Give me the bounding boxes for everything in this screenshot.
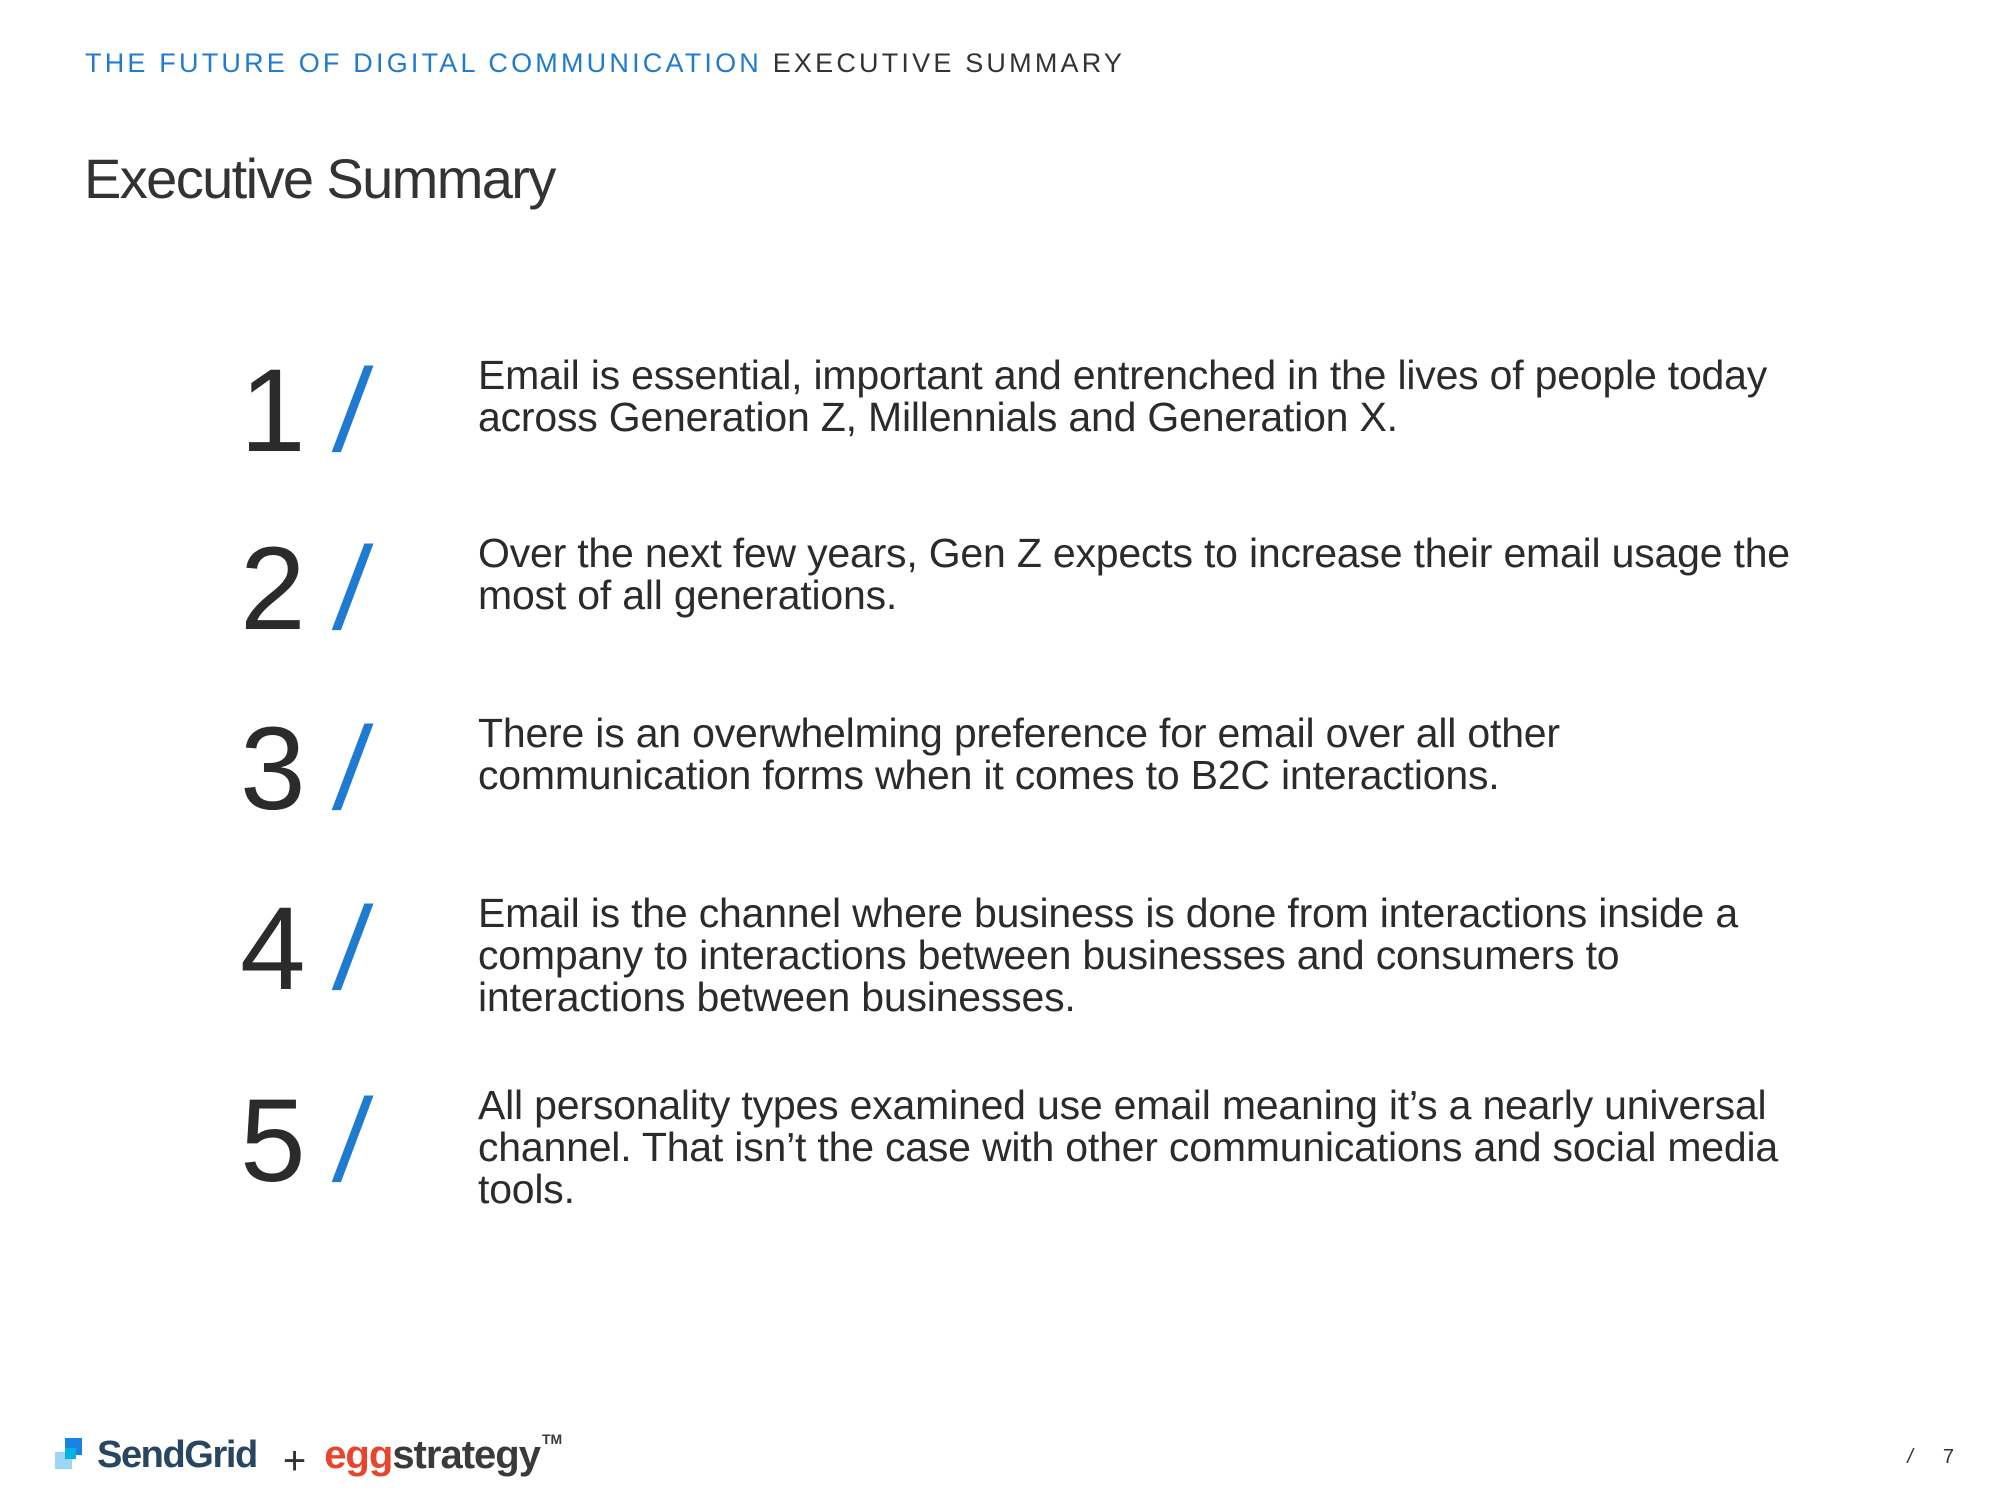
header-section-title: EXECUTIVE SUMMARY [772,48,1126,78]
item-slash: / [329,883,376,1015]
eggstrategy-logo-strategy: strategy [392,1432,540,1477]
item-slash: / [329,523,376,655]
item-slash: / [329,1075,376,1207]
item-number: 5 [240,1075,304,1207]
running-header [85,48,1125,79]
page-title: Executive Summary [84,147,555,210]
sendgrid-logo-text: SendGrid [97,1433,257,1476]
partner-logos [55,1425,562,1485]
item-number: 1 [240,345,304,477]
sendgrid-mark-icon [55,1438,89,1472]
item-text: All personality types examined use email meaning it’s a nearly universal channel. That isn’t the case with other communications and social media tools. [478,1082,1779,1212]
plus-sign: + [282,1438,307,1483]
eggstrategy-logo-egg: egg [324,1432,393,1477]
page-number [1907,1446,1954,1469]
item-slash: / [329,703,376,835]
header-report-title: THE FUTURE OF DIGITAL COMMUNICATION [85,48,762,78]
item-number: 3 [240,703,304,835]
item-text: Over the next few years, Gen Z expects to increase their email usage the most of all generations. [478,530,1790,618]
item-text: Email is the channel where business is done from interactions inside a company to interactions between businesses and consumers to interactions between businesses. [478,890,1738,1020]
trademark-symbol: TM [541,1431,563,1447]
item-number: 4 [240,883,304,1015]
page-separator: / [1907,1446,1913,1468]
item-text: There is an overwhelming preference for email over all other communication forms when it comes to B2C interactions. [478,710,1560,798]
item-slash: / [329,345,376,477]
item-text: Email is essential, important and entrenched in the lives of people today across Generation Z, Millennials and Generation X. [478,352,1768,440]
page-number-value: 7 [1942,1446,1954,1468]
item-number: 2 [240,523,304,655]
